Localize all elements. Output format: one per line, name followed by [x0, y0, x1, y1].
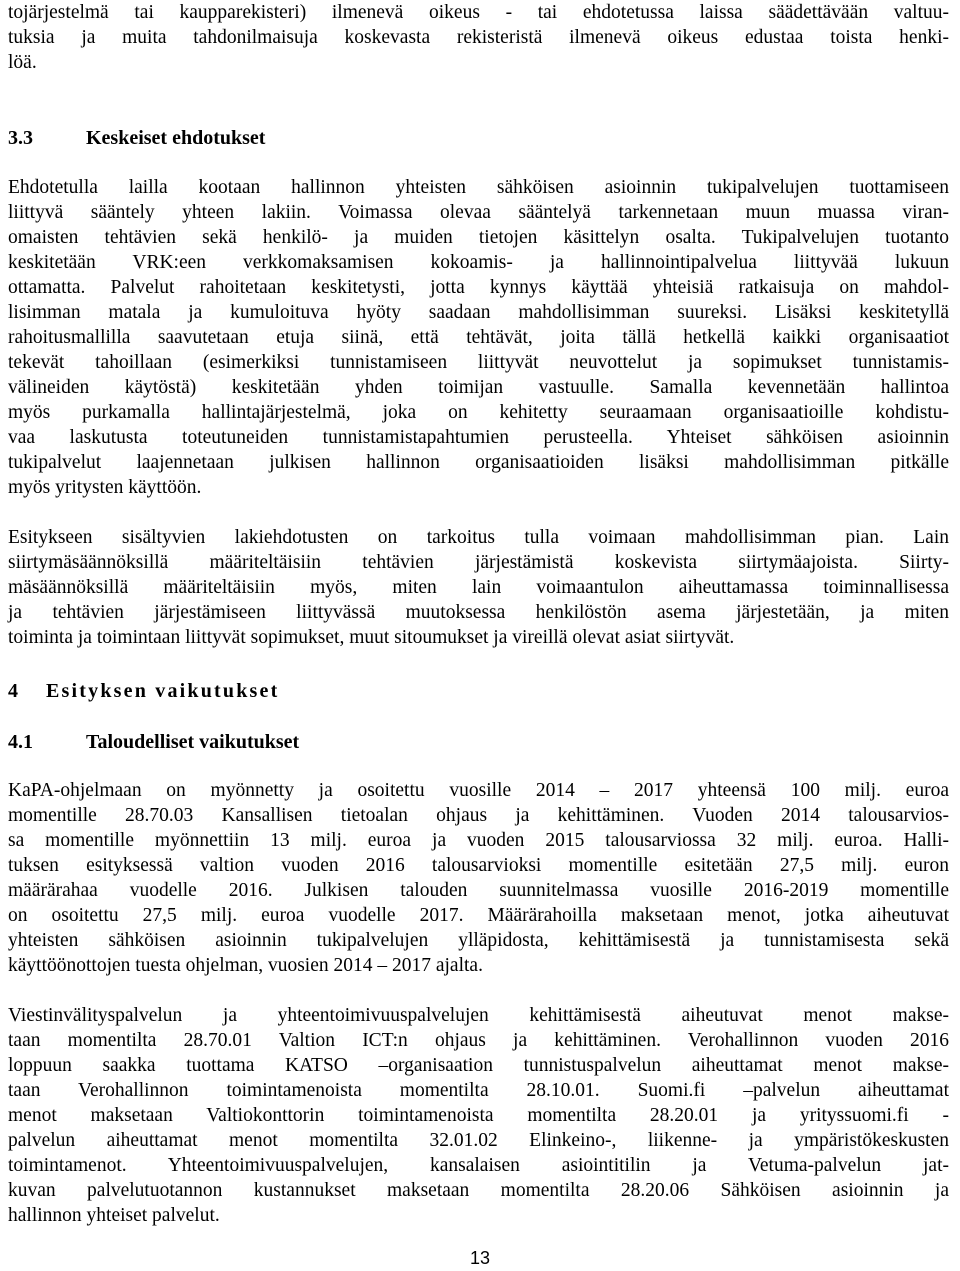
paragraph-line: ottamatta. Palvelut rahoitetaan keskitetysti, jotta kynnys käyttää yhteisiä ratkaisuja on mahdol- — [8, 277, 949, 298]
paragraph-line: toiminta ja toimintaan liittyvät sopimukset, muut sitoumukset ja vireillä olevat asiat siirtyvät. — [8, 627, 735, 648]
paragraph-line: momentille 28.70.03 Kansallisen tietoalan ohjaus ja kehittäminen. Vuoden 2014 talousarvios- — [8, 805, 949, 826]
paragraph-line: rahoitusmallilla saavutetaan etuja siinä, että tehtävät, joita tällä hetkellä kaikki organisaatiot — [8, 327, 949, 348]
paragraph-line: palvelun aiheuttamat menot momentilta 32.01.02 Elinkeino-, liikenne- ja ympäristökeskusten — [8, 1130, 949, 1151]
section-title: Esityksen vaikutukset — [46, 680, 280, 702]
page-number: 13 — [469, 1248, 491, 1268]
paragraph-line: Viestinvälityspalvelun ja yhteentoimivuuspalvelujen kehittämisestä aiheutuvat menot makse- — [8, 1005, 949, 1026]
paragraph-line: loppuun saakka tuottama KATSO –organisaation tunnistuspalvelun aiheuttamat menot makse- — [8, 1055, 949, 1076]
section-number: 4.1 — [8, 731, 33, 753]
paragraph-line: yhteisten sähköisen asioinnin tukipalvelujen ylläpidosta, kehittämisestä ja tunnistamisesta sekä — [8, 930, 949, 951]
paragraph-line: välineiden käytöstä) keskitetään yhden toimijan vastuulle. Samalla kevennetään hallintoa — [8, 377, 949, 398]
paragraph-line: myös yritysten käyttöön. — [8, 477, 202, 498]
paragraph-line: tukipalvelut laajennetaan julkisen hallinnon organisaatioiden lisäksi mahdollisimman pitkälle — [8, 452, 949, 473]
intro-line: tuksia ja muita tahdonilmaisuja koskevasta rekisteristä ilmenevä oikeus edustaa toista henki- — [8, 27, 949, 48]
paragraph-line: määrärahaa vuodelle 2016. Julkisen talouden suunnitelmassa vuosille 2016-2019 momentille — [8, 880, 949, 901]
paragraph-line: siirtymäsäännöksillä määriteltäisiin tehtävien järjestämistä koskevista siirtymäajoista. Siirty- — [8, 552, 949, 573]
paragraph-line: on osoitettu 27,5 milj. euroa vuodelle 2017. Määrärahoilla maksetaan menot, jotka aiheutuvat — [8, 905, 949, 926]
section-number: 4 — [8, 680, 18, 702]
paragraph-line: mäsäännöksillä määriteltäisiin myös, miten lain voimaantulon aiheuttamassa toiminnallisessa — [8, 577, 949, 598]
paragraph-line: käyttöönottojen tuesta ohjelman, vuosien 2014 – 2017 ajalta. — [8, 955, 483, 976]
paragraph-line: toimintamenot. Yhteentoimivuuspalvelujen, kansalaisen asiointitilin ja Vetuma-palvelun jat- — [8, 1155, 949, 1176]
section-title: Taloudelliset vaikutukset — [86, 731, 300, 753]
paragraph-line: vaa laskutusta toteutuneiden tunnistamistapahtumien perusteella. Yhteiset sähköisen asioinnin — [8, 427, 949, 448]
paragraph-line: tekevät tahoillaan (esimerkiksi tunnistamiseen liittyvät neuvottelut ja sopimukset tunnistamis- — [8, 352, 949, 373]
paragraph-line: liittyvä sääntely yhteen lakiin. Voimassa olevaa sääntelyä tarkennetaan muun muassa viran- — [8, 202, 949, 223]
section-heading-4-1 — [8, 729, 299, 755]
paragraph-line: omaisten tehtävien sekä henkilö- ja muiden tietojen käsittelyn osalta. Tukipalvelujen tuotanto — [8, 227, 949, 248]
intro-line: tojärjestelmä tai kaupparekisteri) ilmenevä oikeus - tai ehdotetussa laissa säädettävään valtuu- — [8, 2, 949, 23]
section-heading-4 — [8, 678, 279, 704]
paragraph-line: sa momentille myönnettiin 13 milj. euroa ja vuoden 2015 talousarviossa 32 milj. euroa. Halli- — [8, 830, 949, 851]
paragraph-line: ja tehtävien järjestämiseen liittyvässä muutoksessa henkilöstön asema järjestetään, ja miten — [8, 602, 949, 623]
paragraph-line: kuvan palvelutuotannon kustannukset maksetaan momentilta 28.20.06 Sähköisen asioinnin ja — [8, 1180, 949, 1201]
section-number: 3.3 — [8, 127, 33, 149]
paragraph-line: myös purkamalla hallintajärjestelmä, joka on kehitetty seuraamaan organisaatioille kohdistu- — [8, 402, 949, 423]
paragraph-line: Esitykseen sisältyvien lakiehdotusten on tarkoitus tulla voimaan mahdollisimman pian. Lain — [8, 527, 949, 548]
paragraph-line: KaPA-ohjelmaan on myönnetty ja osoitettu vuosille 2014 – 2017 yhteensä 100 milj. euroa — [8, 780, 949, 801]
paragraph-line: hallinnon yhteiset palvelut. — [8, 1205, 220, 1226]
paragraph-line: taan Verohallinnon toimintamenoista momentilta 28.10.01. Suomi.fi –palvelun aiheuttamat — [8, 1080, 949, 1101]
section-heading-3-3 — [8, 125, 265, 151]
paragraph-line: lisimman matala ja kumuloituva hyöty saadaan mahdollisimman suureksi. Lisäksi keskitetyllä — [8, 302, 949, 323]
section-title: Keskeiset ehdotukset — [86, 127, 266, 149]
paragraph-line: taan momentilta 28.70.01 Valtion ICT:n ohjaus ja kehittäminen. Verohallinnon vuoden 2016 — [8, 1030, 949, 1051]
paragraph-line: tuksen esityksessä valtion vuoden 2016 talousarvioksi momentille esitetään 27,5 milj. euron — [8, 855, 949, 876]
paragraph-line: keskitetään VRK:een verkkomaksamisen kokoamis- ja hallinnointipalvelua liittyvää lukuun — [8, 252, 949, 273]
paragraph-line: Ehdotetulla lailla kootaan hallinnon yhteisten sähköisen asioinnin tukipalvelujen tuottamiseen — [8, 177, 949, 198]
paragraph-line: menot maksetaan Valtiokonttorin toimintamenoista momentilta 28.20.01 ja yrityssuomi.fi - — [8, 1105, 949, 1126]
intro-line: löä. — [8, 52, 37, 73]
